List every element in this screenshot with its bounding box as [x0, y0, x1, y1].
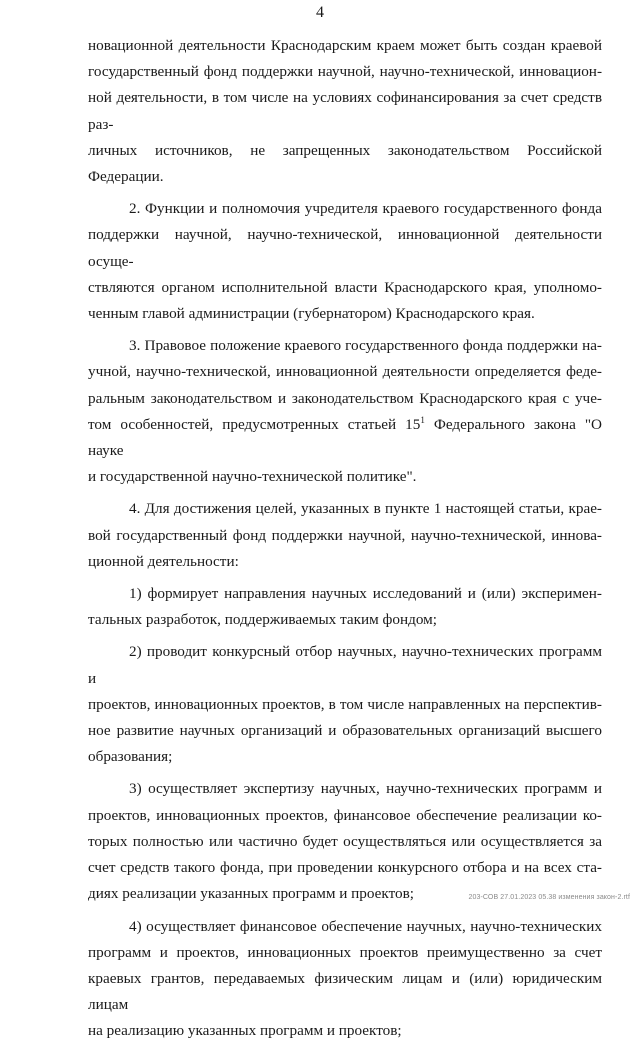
text-line: [88, 412, 602, 464]
text-line: вой государственный фонд поддержки научной, научно-технической, иннова-: [88, 526, 602, 544]
text-line: проектов, инновационных проектов, в том числе направленных на перспектив-: [88, 695, 602, 713]
text-line: ченным главой администрации (губернатором) Краснодарского края.: [88, 305, 535, 323]
text-line: образования;: [88, 748, 173, 766]
text-line-content: 1) формирует направления научных исследований и (или) эксперимен-: [129, 585, 602, 603]
text-line: ное развитие научных организаций и образовательных организаций высшего: [88, 722, 602, 740]
text-line: [88, 639, 602, 691]
list-item-4: [88, 914, 602, 1045]
text-line-content: 2) проводит конкурсный отбор научных, научно-технических программ и: [88, 643, 602, 687]
text-line: и государственной научно-технической политике".: [88, 468, 417, 486]
text-line: [88, 581, 602, 607]
paragraph-continuation: [88, 33, 602, 190]
text-line: проектов, инновационных проектов, финансовое обеспечение реализации ко-: [88, 806, 602, 824]
text-line-content: том особенностей, предусмотренных статьей 15: [88, 415, 421, 433]
text-line: счет средств такого фонда, при проведении конкурсного отбора и на всех ста-: [88, 859, 602, 877]
text-line: ционной деятельности:: [88, 552, 239, 570]
text-line: учной, научно-технической, инновационной деятельности определяется феде-: [88, 363, 602, 381]
text-line-content: 3) осуществляет экспертизу научных, научно-технических программ и: [129, 780, 602, 798]
list-item-2: [88, 639, 602, 770]
text-line-content: Федерального закона "О науке: [88, 415, 602, 460]
list-item-1: [88, 581, 602, 633]
footer-file-code: 203-СОВ 27.01.2023 05.38 изменения закон-2.rtf: [468, 894, 630, 901]
paragraph-item-2: [88, 196, 602, 327]
text-line: краевых грантов, передаваемых физическим лицам и (или) юридическим лицам: [88, 969, 602, 1014]
text-line: новационной деятельности Краснодарским краем может быть создан краевой: [88, 37, 602, 54]
text-line: [88, 914, 602, 940]
text-line-content: 4) осуществляет финансовое обеспечение научных, научно-технических: [129, 917, 602, 935]
text-line: [88, 496, 602, 522]
text-line: [88, 196, 602, 222]
text-line: ральным законодательством и законодательством Краснодарского края с уче-: [88, 389, 602, 407]
text-line: программ и проектов, инновационных проектов преимущественно за счет: [88, 943, 602, 961]
text-line: тальных разработок, поддерживаемых таким фондом;: [88, 611, 437, 629]
text-line: поддержки научной, научно-технической, инновационной деятельности осуще-: [88, 226, 602, 270]
text-line-content: 4. Для достижения целей, указанных в пункте 1 настоящей статьи, крае-: [129, 500, 602, 518]
list-item-3: [88, 776, 602, 907]
text-line: диях реализации указанных программ и проектов;: [88, 885, 414, 903]
text-line: ной деятельности, в том числе на условиях софинансирования за счет средств раз-: [88, 89, 602, 133]
text-line: [88, 333, 602, 359]
text-line: ствляются органом исполнительной власти Краснодарского края, уполномо-: [88, 278, 602, 296]
text-line: [88, 776, 602, 802]
superscript: 1: [420, 414, 425, 425]
paragraph-item-3: [88, 333, 602, 490]
text-line: личных источников, не запрещенных законодательством Российской Федерации.: [88, 141, 602, 186]
paragraph-item-4: [88, 496, 602, 575]
text-line: торых полностью или частично будет осуществляться или осуществляется за: [88, 832, 602, 850]
text-line-content: 3. Правовое положение краевого государственного фонда поддержки на-: [129, 337, 602, 355]
text-line-content: 2. Функции и полномочия учредителя краевого государственного фонда: [129, 200, 602, 218]
text-line: на реализацию указанных программ и проектов;: [88, 1022, 402, 1040]
page-number: 4: [316, 4, 324, 21]
text-line: государственный фонд поддержки научной, научно-технической, инновацион-: [88, 63, 602, 81]
